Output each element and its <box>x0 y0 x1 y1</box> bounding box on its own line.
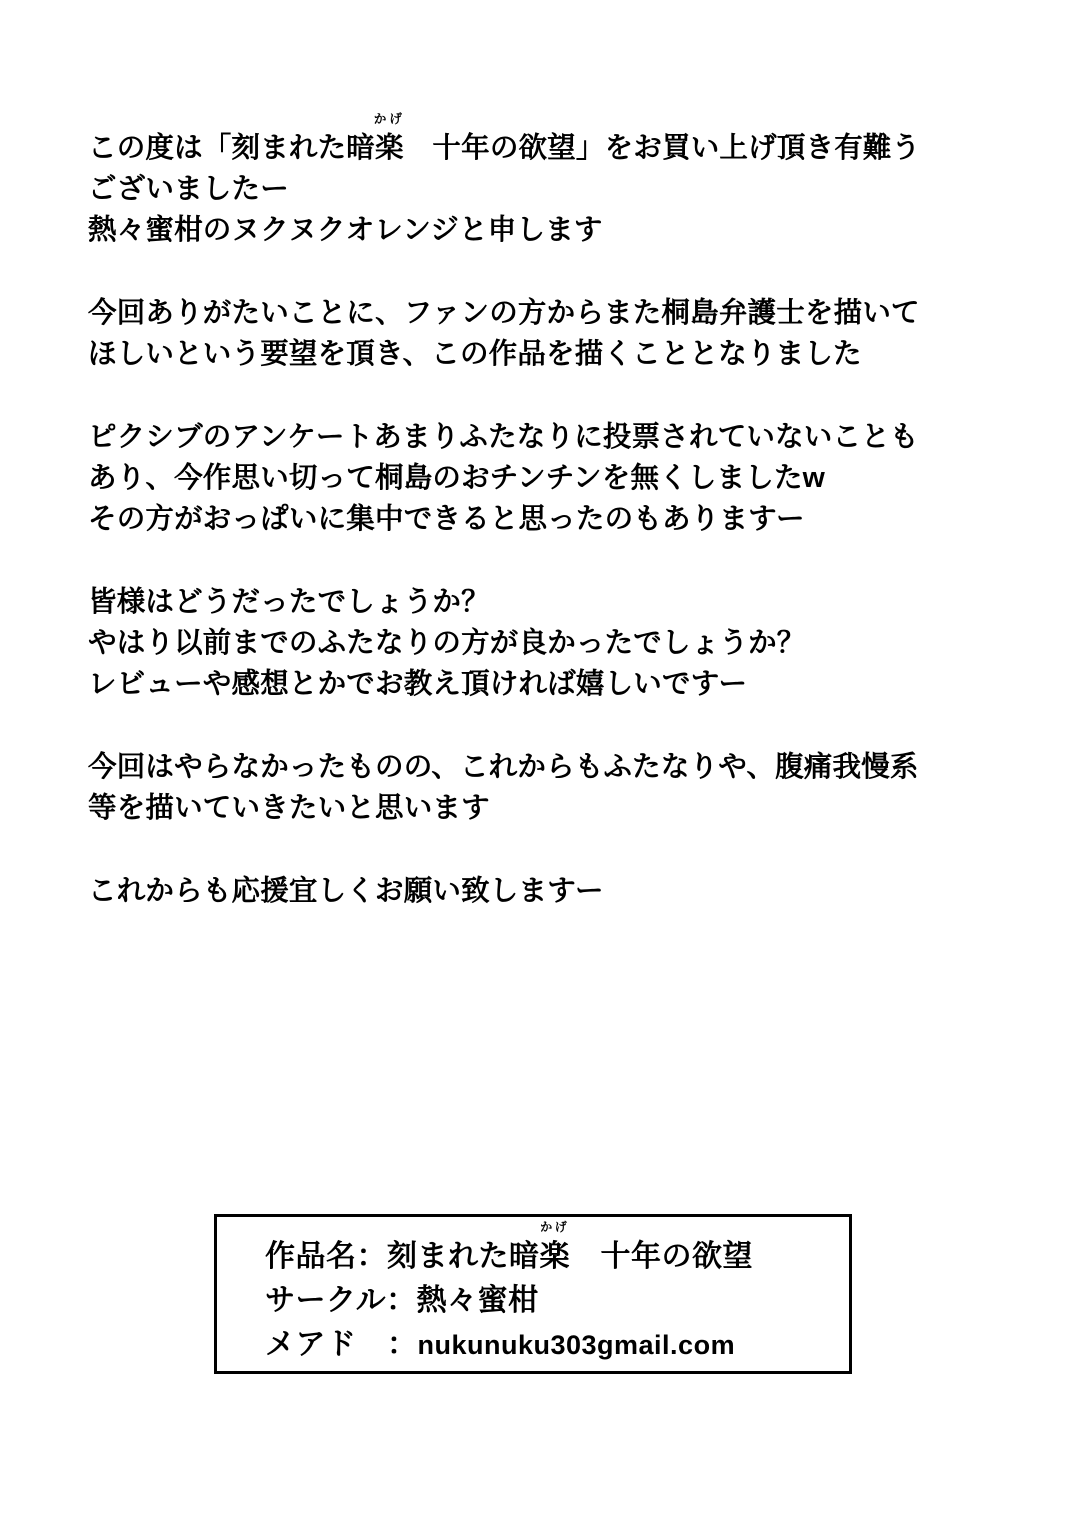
ruby-reading: かげ <box>373 112 405 126</box>
credits-title-label: 作品名： <box>265 1240 387 1273</box>
credits-mail-line <box>265 1323 849 1367</box>
credits-title-value-after: 十年の欲望 <box>570 1240 753 1273</box>
credits-title-value-before: 刻まれた暗 <box>387 1240 540 1273</box>
credits-mail-label: メアド ： <box>265 1328 418 1362</box>
afterword-line: レビューや感想とかでお教え頂ければ嬉しいですー <box>88 668 748 701</box>
afterword-paragraph <box>88 747 1018 829</box>
afterword-paragraph <box>88 417 1018 540</box>
afterword-line: ピクシブのアンケートあまりふたなりに投票されていないことも <box>88 421 919 454</box>
ruby-group: かげ 楽 <box>373 112 405 164</box>
afterword-line: 熱々蜜柑のヌクヌクオレンジと申します <box>88 214 603 247</box>
credits-title-line <box>265 1220 849 1279</box>
afterword-line: やはり以前までのふたなりの方が良かったでしょうか？ <box>88 627 806 660</box>
afterword-paragraph <box>88 112 1018 251</box>
afterword-line: 今回ありがたいことに、ファンの方からまた桐島弁護士を描いて <box>88 297 920 330</box>
credits-circle-line <box>265 1279 849 1323</box>
afterword-line: これからも応援宜しくお願い致しますー <box>88 875 604 908</box>
credits-mail-value: nukunuku303gmail.com <box>417 1330 736 1361</box>
credits-circle-label: サークル： <box>265 1284 417 1318</box>
afterword-line: その方がおっぱいに集中できると思ったのもありますー <box>88 503 805 536</box>
afterword-line: 今回はやらなかったものの、これからもふたなりや、腹痛我慢系 <box>88 751 919 784</box>
ruby-group: かげ 楽 <box>539 1220 570 1273</box>
credits-box <box>214 1214 852 1374</box>
afterword-line: ございましたー <box>88 173 289 206</box>
afterword-paragraph <box>88 871 1018 912</box>
afterword-line: 等を描いていきたいと思います <box>88 792 490 825</box>
afterword-line: この度は「刻まれた暗 かげ 楽 十年の欲望」をお買い上げ頂き有難う <box>88 128 1018 169</box>
afterword-paragraph <box>88 293 1018 375</box>
credits-circle-value: 熱々蜜柑 <box>416 1284 539 1318</box>
afterword-line: あり、今作思い切って桐島のおチンチンを無くしましたw <box>88 462 826 495</box>
afterword-line: ほしいという要望を頂き、この作品を描くこととなりました <box>88 338 862 371</box>
afterword-line: 皆様はどうだったでしょうか？ <box>88 586 490 619</box>
afterword-paragraph <box>88 582 1018 705</box>
ruby-reading: かげ <box>540 1220 570 1234</box>
afterword-text-block <box>88 112 1018 912</box>
